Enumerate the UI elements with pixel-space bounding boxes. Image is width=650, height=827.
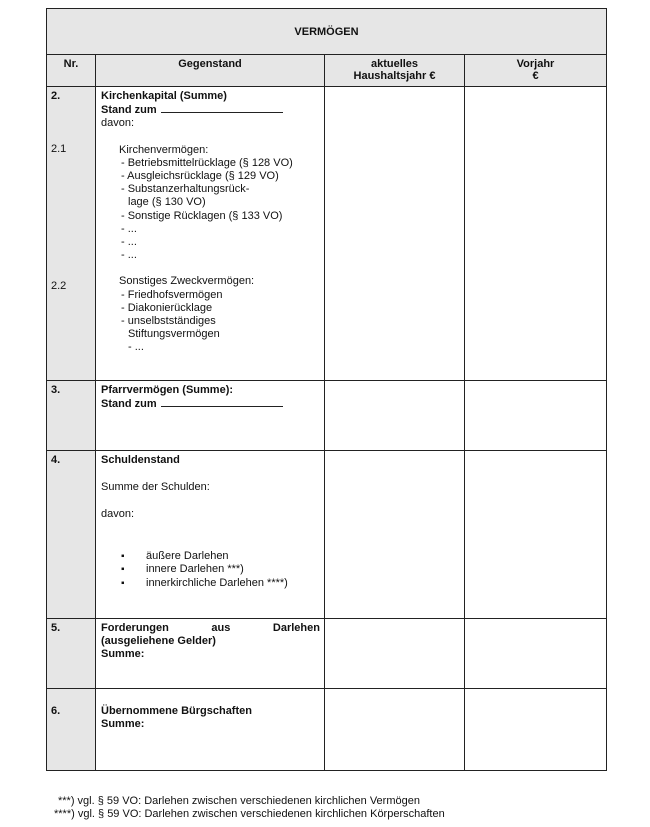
list-item: - ...: [121, 249, 137, 262]
title-word: Darlehen: [272, 622, 320, 634]
document-page: [46, 8, 606, 771]
row-subtitle: (ausgeliehene Gelder): [101, 635, 216, 648]
row-number-cell: [47, 619, 96, 689]
row-number-cell: [47, 451, 96, 619]
row-title: Schuldenstand: [101, 454, 180, 466]
davon-label: davon:: [101, 117, 135, 130]
value-cell-current[interactable]: [325, 619, 465, 689]
title-word: Forderungen: [101, 622, 169, 634]
row-title: Pfarrvermögen (Summe):: [101, 384, 234, 396]
value-cell-current[interactable]: [325, 451, 465, 619]
header-vorjahr-line2: €: [532, 70, 539, 82]
list-item: - Diakonierücklage: [121, 301, 213, 314]
list-item: - ...: [121, 236, 137, 249]
summe-label: Summe der Schulden:: [101, 481, 210, 494]
table-row: [47, 689, 607, 771]
summe-label: Summe:: [101, 648, 145, 661]
row-number: 4.: [51, 454, 61, 466]
date-blank-line: [161, 103, 283, 113]
list-item: lage (§ 130 VO): [128, 196, 206, 209]
title-word: aus: [211, 622, 231, 634]
table-row: [47, 451, 607, 619]
description-cell: [96, 451, 325, 619]
row-number: 6.: [51, 705, 61, 717]
description-cell: [96, 381, 325, 451]
header-gegenstand: Gegenstand: [96, 55, 325, 87]
table-row: [47, 87, 607, 381]
stand-label: Stand zum: [101, 104, 157, 117]
row-number: 2.: [51, 90, 61, 102]
davon-label: davon:: [101, 508, 135, 521]
header-aktuell: [325, 55, 465, 87]
list-item: - Ausgleichsrücklage (§ 129 VO): [121, 170, 279, 183]
footnote: ****) vgl. § 59 VO: Darlehen zwischen verschiedenen kirchlichen Körperschaften: [54, 808, 445, 820]
value-cell-previous[interactable]: [465, 451, 607, 619]
row-number-cell: [47, 689, 96, 771]
value-cell-current[interactable]: [325, 87, 465, 381]
table-row: [47, 619, 607, 689]
header-vorjahr: [465, 55, 607, 87]
table-title: VERMÖGEN: [47, 9, 607, 55]
stand-line: [101, 103, 320, 117]
stand-line: [101, 397, 320, 411]
value-cell-current[interactable]: [325, 381, 465, 451]
header-aktuell-line2: Haushaltsjahr €: [353, 70, 436, 82]
list-item: - ...: [121, 222, 137, 235]
loan-list: [101, 550, 320, 591]
date-blank-line: [161, 397, 283, 407]
row-title: [101, 622, 320, 635]
list-item: - Betriebsmittelrücklage (§ 128 VO): [121, 156, 293, 169]
value-cell-previous[interactable]: [465, 689, 607, 771]
list-item: ▪ innerkirchliche Darlehen ****): [101, 577, 320, 591]
value-cell-current[interactable]: [325, 689, 465, 771]
sub-number: 2.2: [51, 280, 67, 292]
footnotes: [54, 795, 445, 821]
list-item: ▪ äußere Darlehen: [101, 550, 320, 564]
list-item: - unselbstständiges: [121, 315, 216, 328]
description-cell: [96, 87, 325, 381]
row-number-cell: [47, 87, 96, 381]
list-item: Stiftungsvermögen: [128, 328, 220, 341]
list-item: - Substanzerhaltungsrück-: [121, 183, 250, 196]
sub-title: Kirchenvermögen:: [119, 143, 209, 156]
list-item: - ...: [128, 341, 144, 354]
list-item: - Friedhofsvermögen: [121, 288, 223, 301]
list-item: - Sonstige Rücklagen (§ 133 VO): [121, 209, 283, 222]
footnote: ***) vgl. § 59 VO: Darlehen zwischen verschiedenen kirchlichen Vermögen: [58, 795, 420, 807]
row-number-cell: [47, 381, 96, 451]
row-number: 5.: [51, 622, 61, 634]
description-cell: [96, 689, 325, 771]
stand-label: Stand zum: [101, 398, 157, 411]
row-title: Übernommene Bürgschaften: [101, 705, 252, 717]
row-title: Kirchenkapital (Summe): [101, 90, 227, 102]
value-cell-previous[interactable]: [465, 87, 607, 381]
description-cell: [96, 619, 325, 689]
table-row: [47, 381, 607, 451]
sub-title: Sonstiges Zweckvermögen:: [119, 275, 255, 288]
header-aktuell-line1: aktuelles: [370, 58, 419, 70]
sub-number: 2.1: [51, 143, 67, 155]
vermoegen-table: [46, 8, 607, 771]
summe-label: Summe:: [101, 718, 145, 731]
row-number: 3.: [51, 384, 61, 396]
header-vorjahr-line1: Vorjahr: [516, 58, 555, 70]
value-cell-previous[interactable]: [465, 619, 607, 689]
value-cell-previous[interactable]: [465, 381, 607, 451]
header-row: [47, 55, 607, 87]
list-item: ▪ innere Darlehen ***): [101, 563, 320, 577]
header-nr: Nr.: [47, 55, 96, 87]
